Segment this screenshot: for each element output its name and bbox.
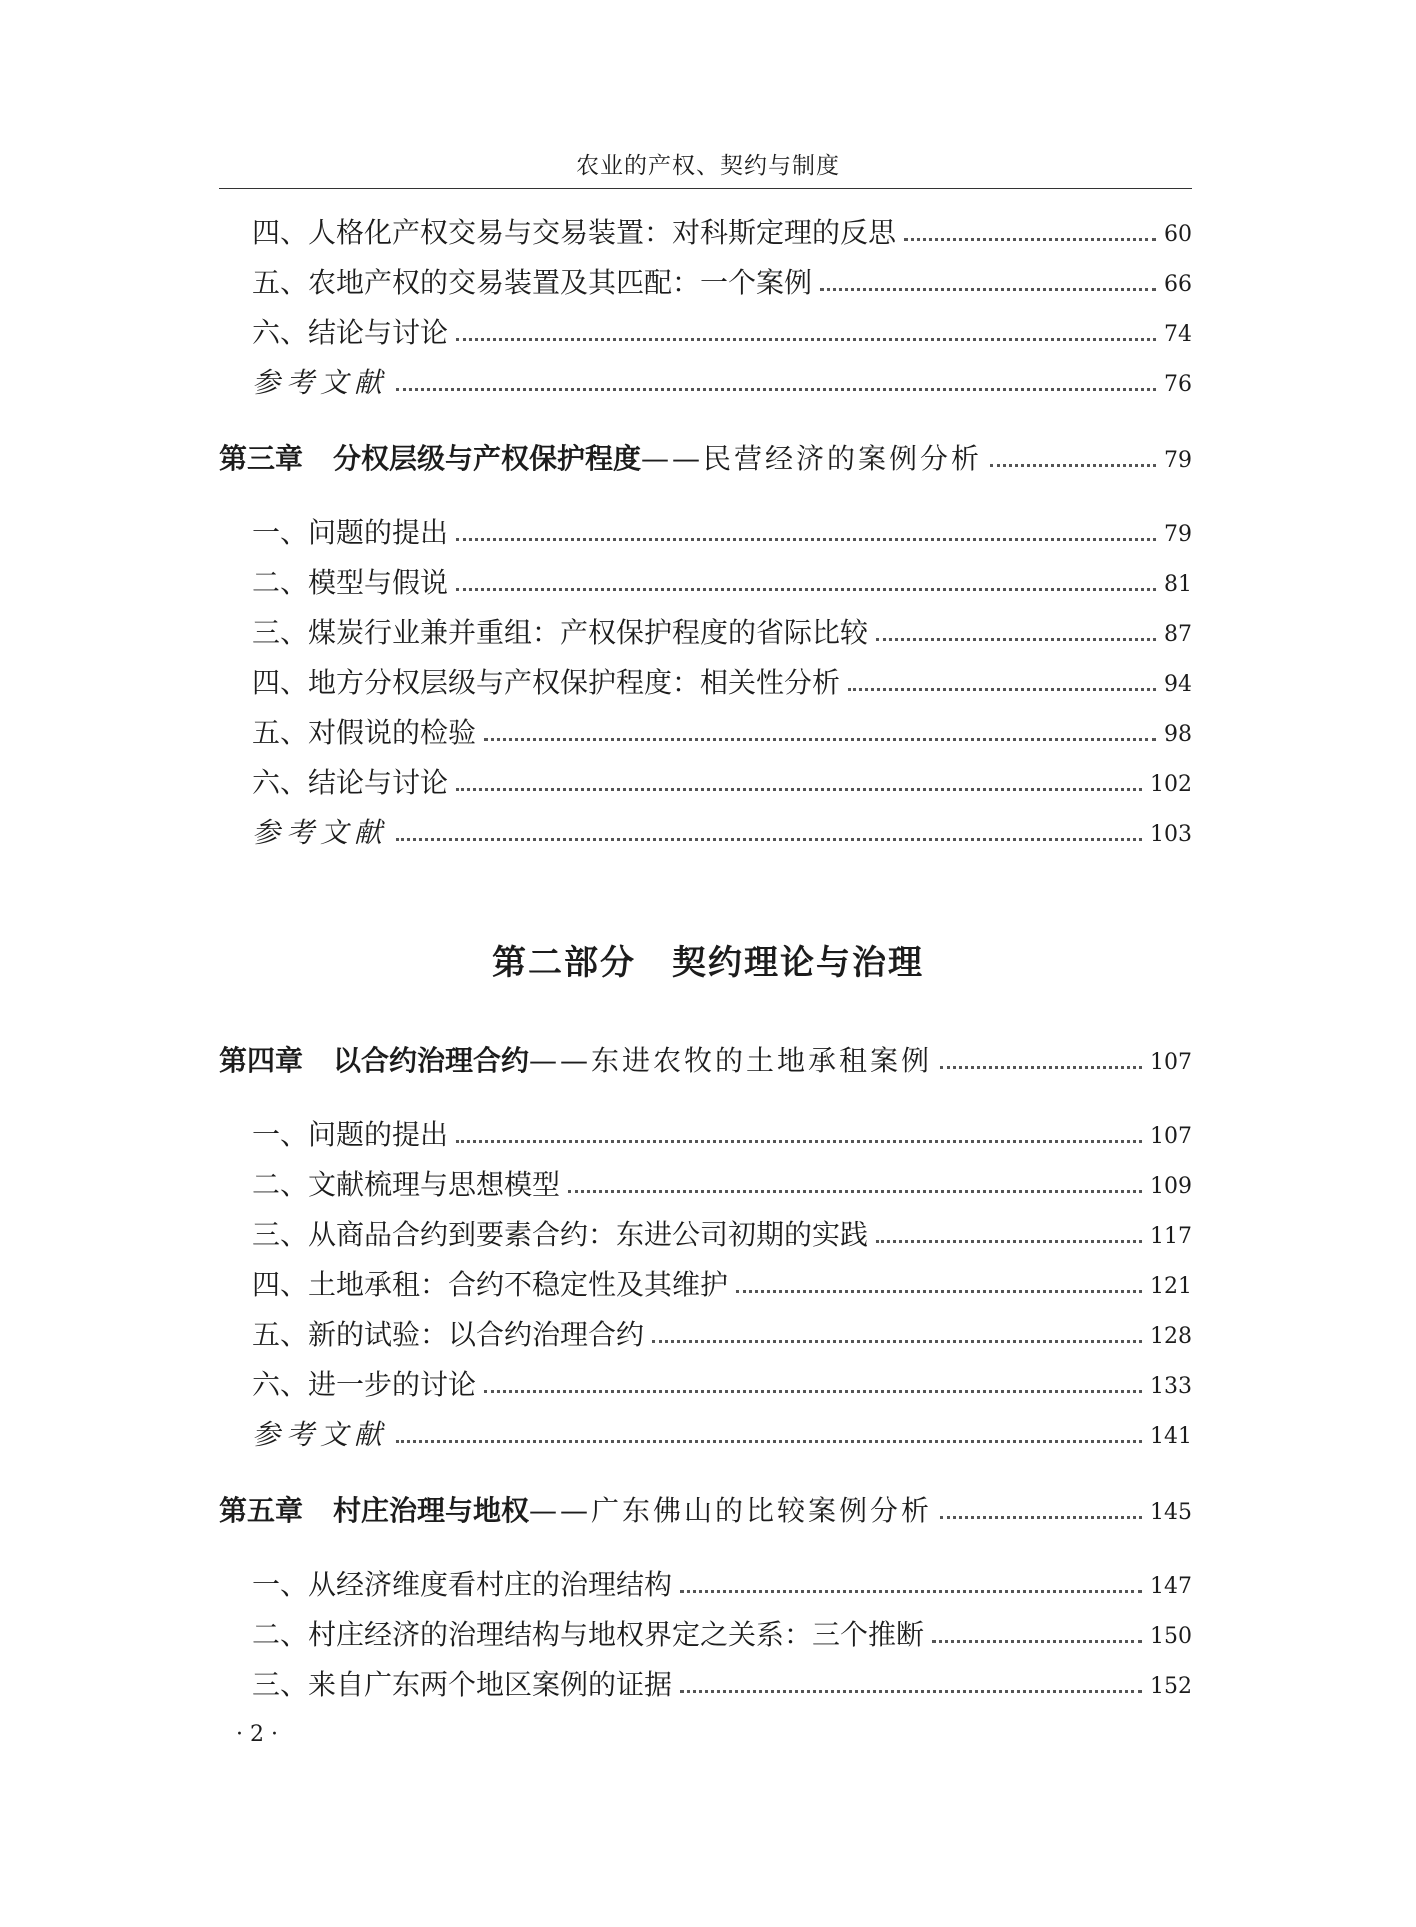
toc-entry-page: 121	[1150, 1274, 1192, 1299]
toc-entry-page: 60	[1164, 222, 1192, 247]
leader-dots	[940, 1066, 1142, 1069]
chapter-subtitle: ——广东佛山的比较案例分析	[529, 1494, 933, 1527]
chapter-subtitle: ——东进农牧的土地承租案例	[529, 1044, 933, 1077]
chapter-title: 村庄治理与地权	[333, 1494, 530, 1527]
toc-entry-references[interactable]	[219, 1418, 1192, 1452]
leader-dots	[396, 1440, 1142, 1443]
toc-entry[interactable]	[219, 1118, 1192, 1152]
toc-entry-page: 74	[1164, 322, 1192, 347]
toc-entry-page: 76	[1164, 372, 1192, 397]
toc-entry-title: 二、村庄经济的治理结构与地权界定之关系：三个推断	[252, 1618, 925, 1651]
toc-entry[interactable]	[219, 316, 1192, 350]
toc-entry-title: 三、煤炭行业兼并重组：产权保护程度的省际比较	[252, 616, 869, 649]
toc-entry-page: 87	[1164, 622, 1192, 647]
leader-dots	[396, 388, 1156, 391]
toc-entry-page: 98	[1164, 722, 1192, 747]
toc-entry-title: 二、模型与假说	[252, 566, 449, 599]
chapter-page: 107	[1150, 1050, 1192, 1075]
toc-entry-title: 二、文献梳理与思想模型	[252, 1168, 561, 1201]
leader-dots	[820, 288, 1156, 291]
page-number: · 2 ·	[236, 1722, 278, 1747]
leader-dots	[456, 788, 1142, 791]
leader-dots	[456, 538, 1156, 541]
toc-entry[interactable]	[219, 1268, 1192, 1302]
toc-entry-title: 四、人格化产权交易与交易装置：对科斯定理的反思	[252, 216, 897, 249]
leader-dots	[876, 638, 1156, 641]
toc-entry[interactable]	[219, 566, 1192, 600]
toc-entry-title: 参考文献	[252, 1418, 389, 1451]
leader-dots	[848, 688, 1156, 691]
leader-dots	[680, 1690, 1142, 1693]
toc-entry-page: 150	[1150, 1624, 1192, 1649]
chapter-page: 145	[1150, 1500, 1192, 1525]
toc-entry-page: 128	[1150, 1324, 1192, 1349]
toc-entry-title: 六、进一步的讨论	[252, 1368, 477, 1401]
toc-entry-title: 一、问题的提出	[252, 1118, 449, 1151]
part-heading	[0, 935, 1416, 984]
toc-entry-page: 107	[1150, 1124, 1192, 1149]
toc-entry[interactable]	[219, 1168, 1192, 1202]
leader-dots	[456, 1140, 1142, 1143]
leader-dots	[904, 238, 1156, 241]
toc-entry[interactable]	[219, 266, 1192, 300]
chapter-number: 第四章	[219, 1044, 304, 1077]
toc-entry-page: 81	[1164, 572, 1192, 597]
chapter-number: 第五章	[219, 1494, 304, 1527]
leader-dots	[396, 838, 1142, 841]
toc-entry-page: 152	[1150, 1674, 1192, 1699]
toc-entry-page: 79	[1164, 522, 1192, 547]
chapter-heading-3[interactable]	[219, 442, 1192, 476]
toc-entry[interactable]	[219, 1668, 1192, 1702]
leader-dots	[456, 588, 1156, 591]
part-title-text: 契约理论与治理	[672, 943, 924, 983]
leader-dots	[456, 338, 1156, 341]
toc-entry[interactable]	[219, 666, 1192, 700]
toc-entry-page: 147	[1150, 1574, 1192, 1599]
toc-entry[interactable]	[219, 1568, 1192, 1602]
toc-entry-title: 参考文献	[252, 366, 389, 399]
leader-dots	[990, 464, 1156, 467]
toc-entry[interactable]	[219, 616, 1192, 650]
toc-entry-page: 117	[1150, 1224, 1192, 1249]
toc-entry-references[interactable]	[219, 366, 1192, 400]
toc-entry-title: 四、土地承租：合约不稳定性及其维护	[252, 1268, 729, 1301]
chapter-title: 以合约治理合约	[333, 1044, 530, 1077]
chapter-heading-5[interactable]	[219, 1494, 1192, 1528]
toc-entry-title: 参考文献	[252, 816, 389, 849]
running-header-title: 农业的产权、契约与制度	[576, 153, 840, 179]
toc-entry[interactable]	[219, 1368, 1192, 1402]
toc-entry-title: 五、对假说的检验	[252, 716, 477, 749]
chapter-heading-4[interactable]	[219, 1044, 1192, 1078]
part-number: 第二部分	[492, 943, 636, 983]
toc-entry-title: 一、问题的提出	[252, 516, 449, 549]
toc-entry-page: 109	[1150, 1174, 1192, 1199]
chapter-number: 第三章	[219, 442, 304, 475]
toc-entry-page: 94	[1164, 672, 1192, 697]
toc-entry[interactable]	[219, 516, 1192, 550]
leader-dots	[876, 1240, 1142, 1243]
toc-entry-page: 133	[1150, 1374, 1192, 1399]
toc-entry-title: 六、结论与讨论	[252, 316, 449, 349]
toc-entry[interactable]	[219, 1218, 1192, 1252]
leader-dots	[484, 738, 1156, 741]
toc-entry-title: 六、结论与讨论	[252, 766, 449, 799]
toc-entry[interactable]	[219, 766, 1192, 800]
leader-dots	[940, 1516, 1142, 1519]
chapter-title: 分权层级与产权保护程度	[333, 442, 642, 475]
toc-entry-page: 141	[1150, 1424, 1192, 1449]
toc-entry[interactable]	[219, 216, 1192, 250]
toc-entry-references[interactable]	[219, 816, 1192, 850]
leader-dots	[736, 1290, 1142, 1293]
toc-entry-page: 66	[1164, 272, 1192, 297]
toc-entry-title: 五、农地产权的交易装置及其匹配：一个案例	[252, 266, 813, 299]
toc-entry-page: 102	[1150, 772, 1192, 797]
chapter-page: 79	[1164, 448, 1192, 473]
chapter-subtitle: ——民营经济的案例分析	[641, 442, 983, 475]
toc-entry-title: 一、从经济维度看村庄的治理结构	[252, 1568, 673, 1601]
leader-dots	[680, 1590, 1142, 1593]
toc-entry-page: 103	[1150, 822, 1192, 847]
leader-dots	[932, 1640, 1142, 1643]
toc-entry[interactable]	[219, 1318, 1192, 1352]
toc-entry-title: 五、新的试验：以合约治理合约	[252, 1318, 645, 1351]
toc-entry-title: 四、地方分权层级与产权保护程度：相关性分析	[252, 666, 841, 699]
leader-dots	[568, 1190, 1142, 1193]
toc-entry-title: 三、从商品合约到要素合约：东进公司初期的实践	[252, 1218, 869, 1251]
header-rule	[219, 188, 1192, 189]
toc-entry-title: 三、来自广东两个地区案例的证据	[252, 1668, 673, 1701]
leader-dots	[652, 1340, 1142, 1343]
toc-entry[interactable]	[219, 1618, 1192, 1652]
toc-entry[interactable]	[219, 716, 1192, 750]
leader-dots	[484, 1390, 1142, 1393]
